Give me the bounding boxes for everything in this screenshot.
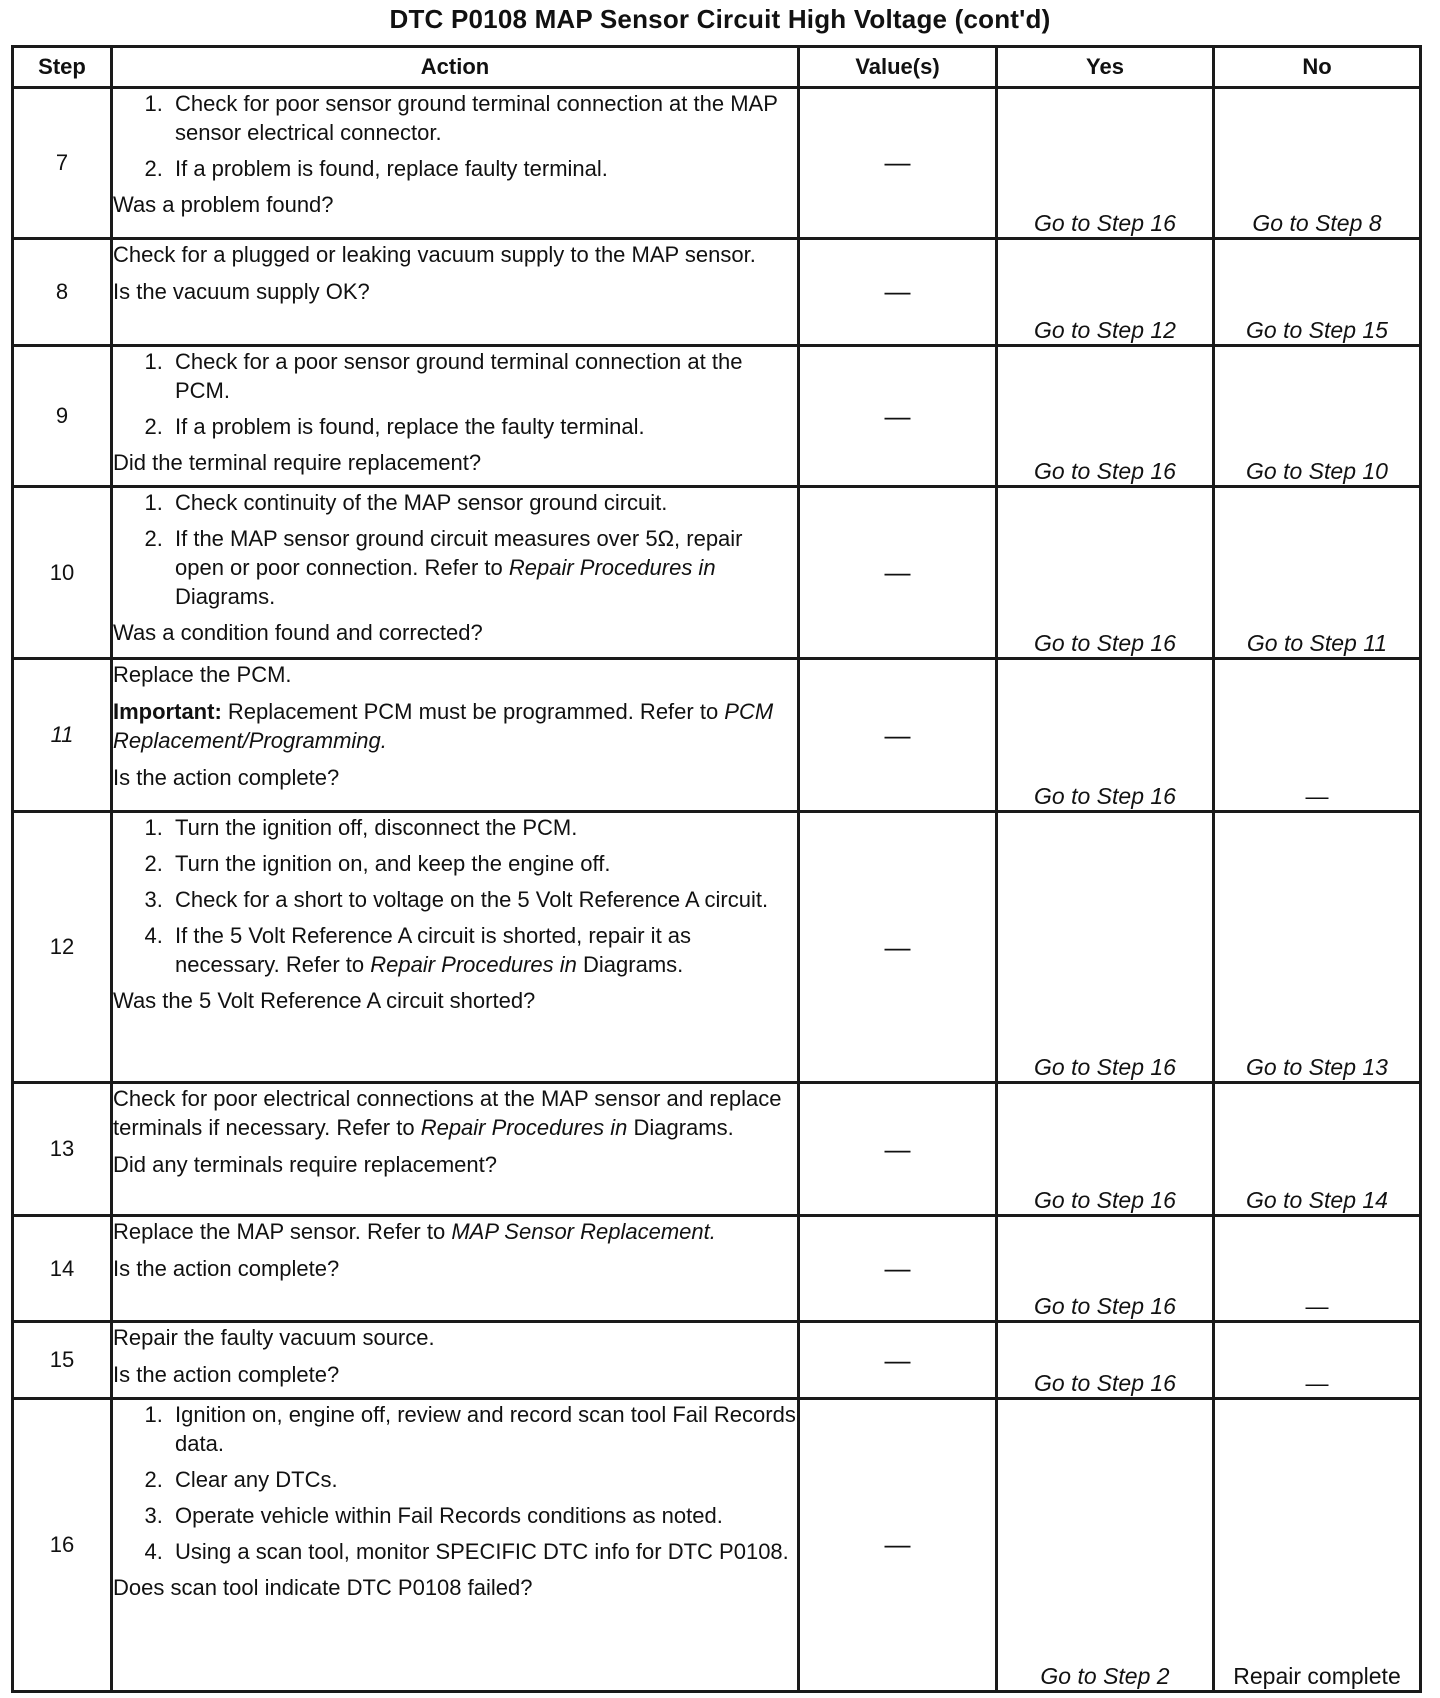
reference-link[interactable]: Repair Procedures in: [420, 1115, 628, 1141]
yes-link[interactable]: Go to Step 16: [997, 1083, 1214, 1216]
action-item-text: If the 5 Volt Reference A circuit is shorted, repair it as necessary. Refer to: [175, 923, 692, 978]
action-question: Did the terminal require replacement?: [113, 450, 482, 476]
action-item: 2. Clear any DTCs.: [169, 1465, 797, 1494]
action-text: Repair the faulty vacuum source.: [113, 1325, 435, 1351]
value-cell: —: [799, 346, 997, 487]
no-link[interactable]: Go to Step 8: [1214, 88, 1421, 239]
action-question: Was a problem found?: [113, 192, 334, 217]
table-row: [13, 812, 1421, 1083]
table-row: [13, 1398, 1421, 1691]
table-row: [13, 238, 1421, 345]
step-number-text: 11: [50, 722, 74, 748]
action-cell: [112, 88, 799, 239]
action-cell: [112, 238, 799, 345]
action-cell: [112, 659, 799, 812]
value-cell: —: [799, 1216, 997, 1322]
yes-link[interactable]: Go to Step 2: [997, 1398, 1214, 1691]
action-cell: [112, 487, 799, 659]
step-number: 7: [13, 88, 112, 239]
table-row: [13, 1322, 1421, 1398]
action-item: 1. Check for a poor sensor ground terminal connection at the PCM.: [169, 347, 797, 405]
value-cell: —: [799, 487, 997, 659]
step-number: 16: [13, 1398, 112, 1691]
table-row: [13, 659, 1421, 812]
action-question: Was a condition found and corrected?: [113, 620, 483, 646]
value-cell: —: [799, 812, 997, 1083]
action-cell: [112, 1216, 799, 1322]
header-step: Step: [13, 47, 112, 88]
action-list: [113, 89, 797, 183]
value-cell: —: [799, 1083, 997, 1216]
yes-link[interactable]: Go to Step 16: [997, 1216, 1214, 1322]
table-row: [13, 1216, 1421, 1322]
no-link[interactable]: Go to Step 14: [1214, 1083, 1421, 1216]
important-text: Replacement PCM must be programmed. Refer to: [221, 699, 725, 725]
step-number: 14: [13, 1216, 112, 1322]
action-question: Is the action complete?: [113, 765, 340, 791]
value-cell: —: [799, 1322, 997, 1398]
action-cell: [112, 1322, 799, 1398]
action-cell: [112, 1398, 799, 1691]
yes-link[interactable]: Go to Step 12: [997, 238, 1214, 345]
action-list: [113, 488, 797, 611]
action-item: 2. If a problem is found, replace faulty terminal.: [169, 154, 797, 183]
action-question: Is the action complete?: [113, 1256, 340, 1282]
action-cell: [112, 1083, 799, 1216]
table-row: [13, 346, 1421, 487]
action-text-tail: Diagrams.: [627, 1115, 734, 1141]
header-action: Action: [112, 47, 799, 88]
step-number: 12: [13, 812, 112, 1083]
step-number: 9: [13, 346, 112, 487]
action-list: [113, 347, 797, 441]
step-number: 8: [13, 238, 112, 345]
action-item: [169, 921, 797, 979]
action-text: Check for a plugged or leaking vacuum supply to the MAP sensor.: [113, 241, 756, 267]
action-item: 2. If a problem is found, replace the faulty terminal.: [169, 412, 797, 441]
no-link[interactable]: Go to Step 11: [1214, 487, 1421, 659]
value-cell: —: [799, 1398, 997, 1691]
table-row: [13, 1083, 1421, 1216]
action-list: [113, 1400, 797, 1566]
value-cell: —: [799, 88, 997, 239]
yes-link[interactable]: Go to Step 16: [997, 346, 1214, 487]
action-cell: [112, 346, 799, 487]
action-item: [169, 524, 797, 611]
step-number: 10: [13, 487, 112, 659]
no-value: —: [1214, 1322, 1421, 1398]
yes-link[interactable]: Go to Step 16: [997, 487, 1214, 659]
no-value: —: [1214, 1216, 1421, 1322]
yes-link[interactable]: Go to Step 16: [997, 659, 1214, 812]
no-link[interactable]: Go to Step 15: [1214, 238, 1421, 345]
important-label: Important:: [113, 699, 222, 725]
reference-link[interactable]: Repair Procedures in: [508, 555, 716, 581]
page-title: DTC P0108 MAP Sensor Circuit High Voltage (cont'd): [389, 4, 1051, 34]
action-item-text: Diagrams.: [576, 952, 684, 978]
no-link[interactable]: Go to Step 10: [1214, 346, 1421, 487]
action-question: Is the vacuum supply OK?: [113, 278, 370, 304]
step-number: [13, 659, 112, 812]
action-question: Does scan tool indicate DTC P0108 failed?: [113, 1574, 533, 1600]
header-yes: Yes: [997, 47, 1214, 88]
reference-link[interactable]: MAP Sensor Replacement.: [451, 1219, 716, 1245]
action-question: Did any terminals require replacement?: [113, 1152, 497, 1178]
table-row: [13, 88, 1421, 239]
action-item-text: If the MAP sensor ground circuit measures over 5Ω, repair open or poor connection. Refer to: [175, 526, 743, 581]
diagnostic-table: [11, 45, 1422, 1693]
no-value: —: [1214, 659, 1421, 812]
action-item: 1. Ignition on, engine off, review and record scan tool Fail Records data.: [169, 1400, 797, 1458]
action-question: Is the action complete?: [113, 1362, 340, 1388]
action-item: 1. Turn the ignition off, disconnect the PCM.: [169, 813, 797, 842]
action-text: [113, 1217, 797, 1246]
yes-link[interactable]: Go to Step 16: [997, 88, 1214, 239]
value-cell: —: [799, 659, 997, 812]
action-item-text: Diagrams.: [175, 584, 276, 610]
reference-link[interactable]: PCM Replacement/Programming.: [113, 699, 774, 754]
action-question: Was the 5 Volt Reference A circuit shorted?: [113, 988, 536, 1014]
important-note: [113, 697, 797, 755]
action-item: 2. Turn the ignition on, and keep the engine off.: [169, 849, 797, 878]
action-item: 1. Check continuity of the MAP sensor ground circuit.: [169, 488, 797, 517]
action-text: [113, 1084, 797, 1142]
step-number: 13: [13, 1083, 112, 1216]
action-item: 4. Using a scan tool, monitor SPECIFIC DTC info for DTC P0108.: [169, 1537, 797, 1566]
action-cell: [112, 812, 799, 1083]
table-row: [13, 487, 1421, 659]
table-header-row: [13, 47, 1421, 88]
no-link[interactable]: Go to Step 13: [1214, 812, 1421, 1083]
action-item: 1. Check for poor sensor ground terminal connection at the MAP sensor electrical connector.: [169, 89, 797, 147]
header-no: No: [1214, 47, 1421, 88]
action-text-body: Check for poor electrical connections at the MAP sensor and replace terminals if necessary. Refer to: [113, 1086, 782, 1141]
header-values: Value(s): [799, 47, 997, 88]
action-list: [113, 813, 797, 979]
action-text-body: Replace the MAP sensor. Refer to: [113, 1219, 452, 1245]
reference-link[interactable]: Repair Procedures in: [370, 952, 577, 978]
yes-link[interactable]: Go to Step 16: [997, 1322, 1214, 1398]
value-cell: —: [799, 238, 997, 345]
action-text: Replace the PCM.: [113, 662, 292, 688]
no-value: Repair complete: [1214, 1398, 1421, 1691]
action-item: 3. Check for a short to voltage on the 5 Volt Reference A circuit.: [169, 885, 797, 914]
step-number: 15: [13, 1322, 112, 1398]
yes-link[interactable]: Go to Step 16: [997, 812, 1214, 1083]
action-item: 3. Operate vehicle within Fail Records conditions as noted.: [169, 1501, 797, 1530]
